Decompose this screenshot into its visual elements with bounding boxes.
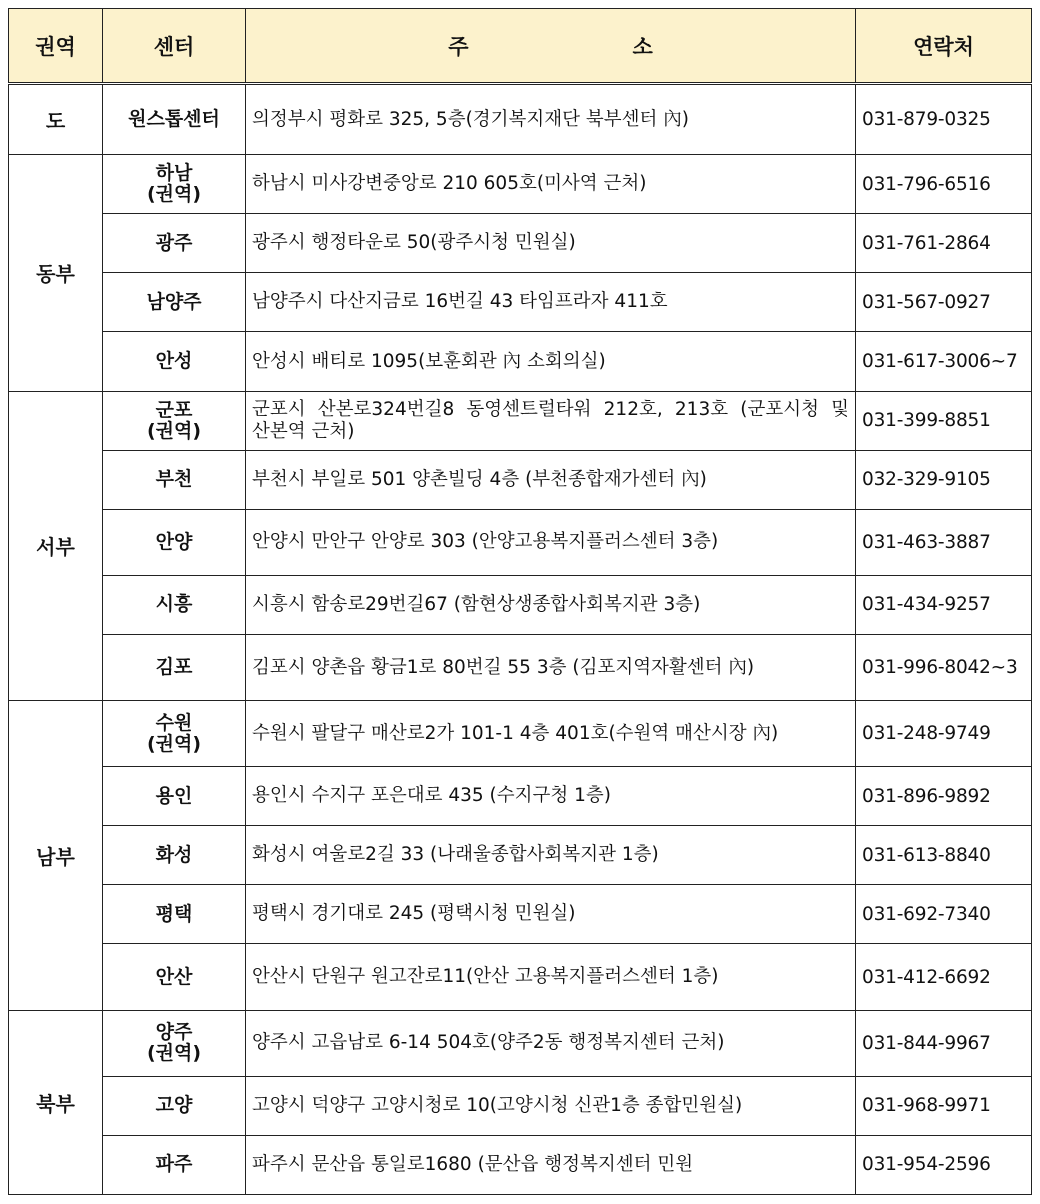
phone-cell: 031-567-0927 (856, 273, 1032, 332)
address-cell: 수원시 팔달구 매산로2가 101-1 4층 401호(수원역 매산시장 內) (246, 701, 856, 767)
phone-cell: 031-879-0325 (856, 84, 1032, 155)
address-cell: 남양주시 다산지금로 16번길 43 타임프라자 411호 (246, 273, 856, 332)
table-row (9, 273, 1032, 332)
center-name-cell: 파주 (103, 1135, 246, 1194)
center-name-cell: 광주 (103, 214, 246, 273)
address-cell: 시흥시 함송로29번길67 (함현상생종합사회복지관 3층) (246, 575, 856, 634)
center-name-cell: 하남 (권역) (103, 155, 246, 214)
center-name-cell: 남양주 (103, 273, 246, 332)
center-name-cell: 양주 (권역) (103, 1010, 246, 1076)
phone-cell: 031-617-3006~7 (856, 332, 1032, 391)
table-row (9, 767, 1032, 826)
center-name-cell: 원스톱센터 (103, 84, 246, 155)
phone-cell: 031-692-7340 (856, 885, 1032, 944)
center-name-cell: 시흥 (103, 575, 246, 634)
region-cell: 동부 (9, 155, 103, 391)
phone-cell: 031-968-9971 (856, 1076, 1032, 1135)
center-name-cell: 군포 (권역) (103, 391, 246, 450)
table-row (9, 701, 1032, 767)
center-name-cell: 안산 (103, 944, 246, 1010)
header-center: 센터 (103, 9, 246, 84)
address-cell: 부천시 부일로 501 양촌빌딩 4층 (부천종합재가센터 內) (246, 450, 856, 509)
region-cell: 북부 (9, 1010, 103, 1194)
table-row (9, 885, 1032, 944)
table-row (9, 332, 1032, 391)
table-row (9, 575, 1032, 634)
address-cell: 의정부시 평화로 325, 5층(경기복지재단 북부센터 內) (246, 84, 856, 155)
center-name-cell: 용인 (103, 767, 246, 826)
center-name-cell: 김포 (103, 634, 246, 700)
region-cell: 도 (9, 84, 103, 155)
table-row (9, 1010, 1032, 1076)
address-cell: 용인시 수지구 포은대로 435 (수지구청 1층) (246, 767, 856, 826)
table-row (9, 509, 1032, 575)
phone-cell: 031-399-8851 (856, 391, 1032, 450)
center-name-cell: 부천 (103, 450, 246, 509)
header-contact: 연락처 (856, 9, 1032, 84)
table-row (9, 214, 1032, 273)
address-cell: 광주시 행정타운로 50(광주시청 민원실) (246, 214, 856, 273)
address-cell: 김포시 양촌읍 황금1로 80번길 55 3층 (김포지역자활센터 內) (246, 634, 856, 700)
phone-cell: 031-796-6516 (856, 155, 1032, 214)
center-name-cell: 수원 (권역) (103, 701, 246, 767)
header-address-char: 소 (632, 34, 653, 59)
address-cell: 화성시 여울로2길 33 (나래울종합사회복지관 1층) (246, 826, 856, 885)
address-cell: 파주시 문산읍 통일로1680 (문산읍 행정복지센터 민원 (246, 1135, 856, 1194)
table-row (9, 944, 1032, 1010)
phone-cell: 031-896-9892 (856, 767, 1032, 826)
table-row (9, 826, 1032, 885)
phone-cell: 031-996-8042~3 (856, 634, 1032, 700)
phone-cell: 031-761-2864 (856, 214, 1032, 273)
header-address-char: 주 (448, 34, 469, 59)
phone-cell: 031-844-9967 (856, 1010, 1032, 1076)
table-body (9, 84, 1032, 1195)
address-cell: 양주시 고읍남로 6-14 504호(양주2동 행정복지센터 근처) (246, 1010, 856, 1076)
phone-cell: 031-954-2596 (856, 1135, 1032, 1194)
region-cell: 남부 (9, 701, 103, 1011)
phone-cell: 031-613-8840 (856, 826, 1032, 885)
table-row (9, 1135, 1032, 1194)
table-row (9, 391, 1032, 450)
address-cell: 평택시 경기대로 245 (평택시청 민원실) (246, 885, 856, 944)
phone-cell: 031-248-9749 (856, 701, 1032, 767)
center-name-cell: 안양 (103, 509, 246, 575)
address-cell: 안산시 단원구 원고잔로11(안산 고용복지플러스센터 1층) (246, 944, 856, 1010)
table-row (9, 1076, 1032, 1135)
phone-cell: 031-463-3887 (856, 509, 1032, 575)
center-name-cell: 평택 (103, 885, 246, 944)
address-cell: 군포시 산본로324번길8 동영센트럴타워 212호, 213호 (군포시청 및 산본역 근처) (246, 391, 856, 450)
table-row (9, 450, 1032, 509)
center-name-cell: 안성 (103, 332, 246, 391)
header-address (246, 9, 856, 84)
region-cell: 서부 (9, 391, 103, 701)
table-row (9, 634, 1032, 700)
center-name-cell: 고양 (103, 1076, 246, 1135)
address-cell: 고양시 덕양구 고양시청로 10(고양시청 신관1층 종합민원실) (246, 1076, 856, 1135)
phone-cell: 031-434-9257 (856, 575, 1032, 634)
table-row (9, 155, 1032, 214)
table-row (9, 84, 1032, 155)
center-directory-table (8, 8, 1032, 1195)
address-cell: 안양시 만안구 안양로 303 (안양고용복지플러스센터 3층) (246, 509, 856, 575)
address-cell: 안성시 배티로 1095(보훈회관 內 소회의실) (246, 332, 856, 391)
phone-cell: 032-329-9105 (856, 450, 1032, 509)
header-region: 권역 (9, 9, 103, 84)
address-cell: 하남시 미사강변중앙로 210 605호(미사역 근처) (246, 155, 856, 214)
phone-cell: 031-412-6692 (856, 944, 1032, 1010)
table-header (9, 9, 1032, 84)
center-name-cell: 화성 (103, 826, 246, 885)
